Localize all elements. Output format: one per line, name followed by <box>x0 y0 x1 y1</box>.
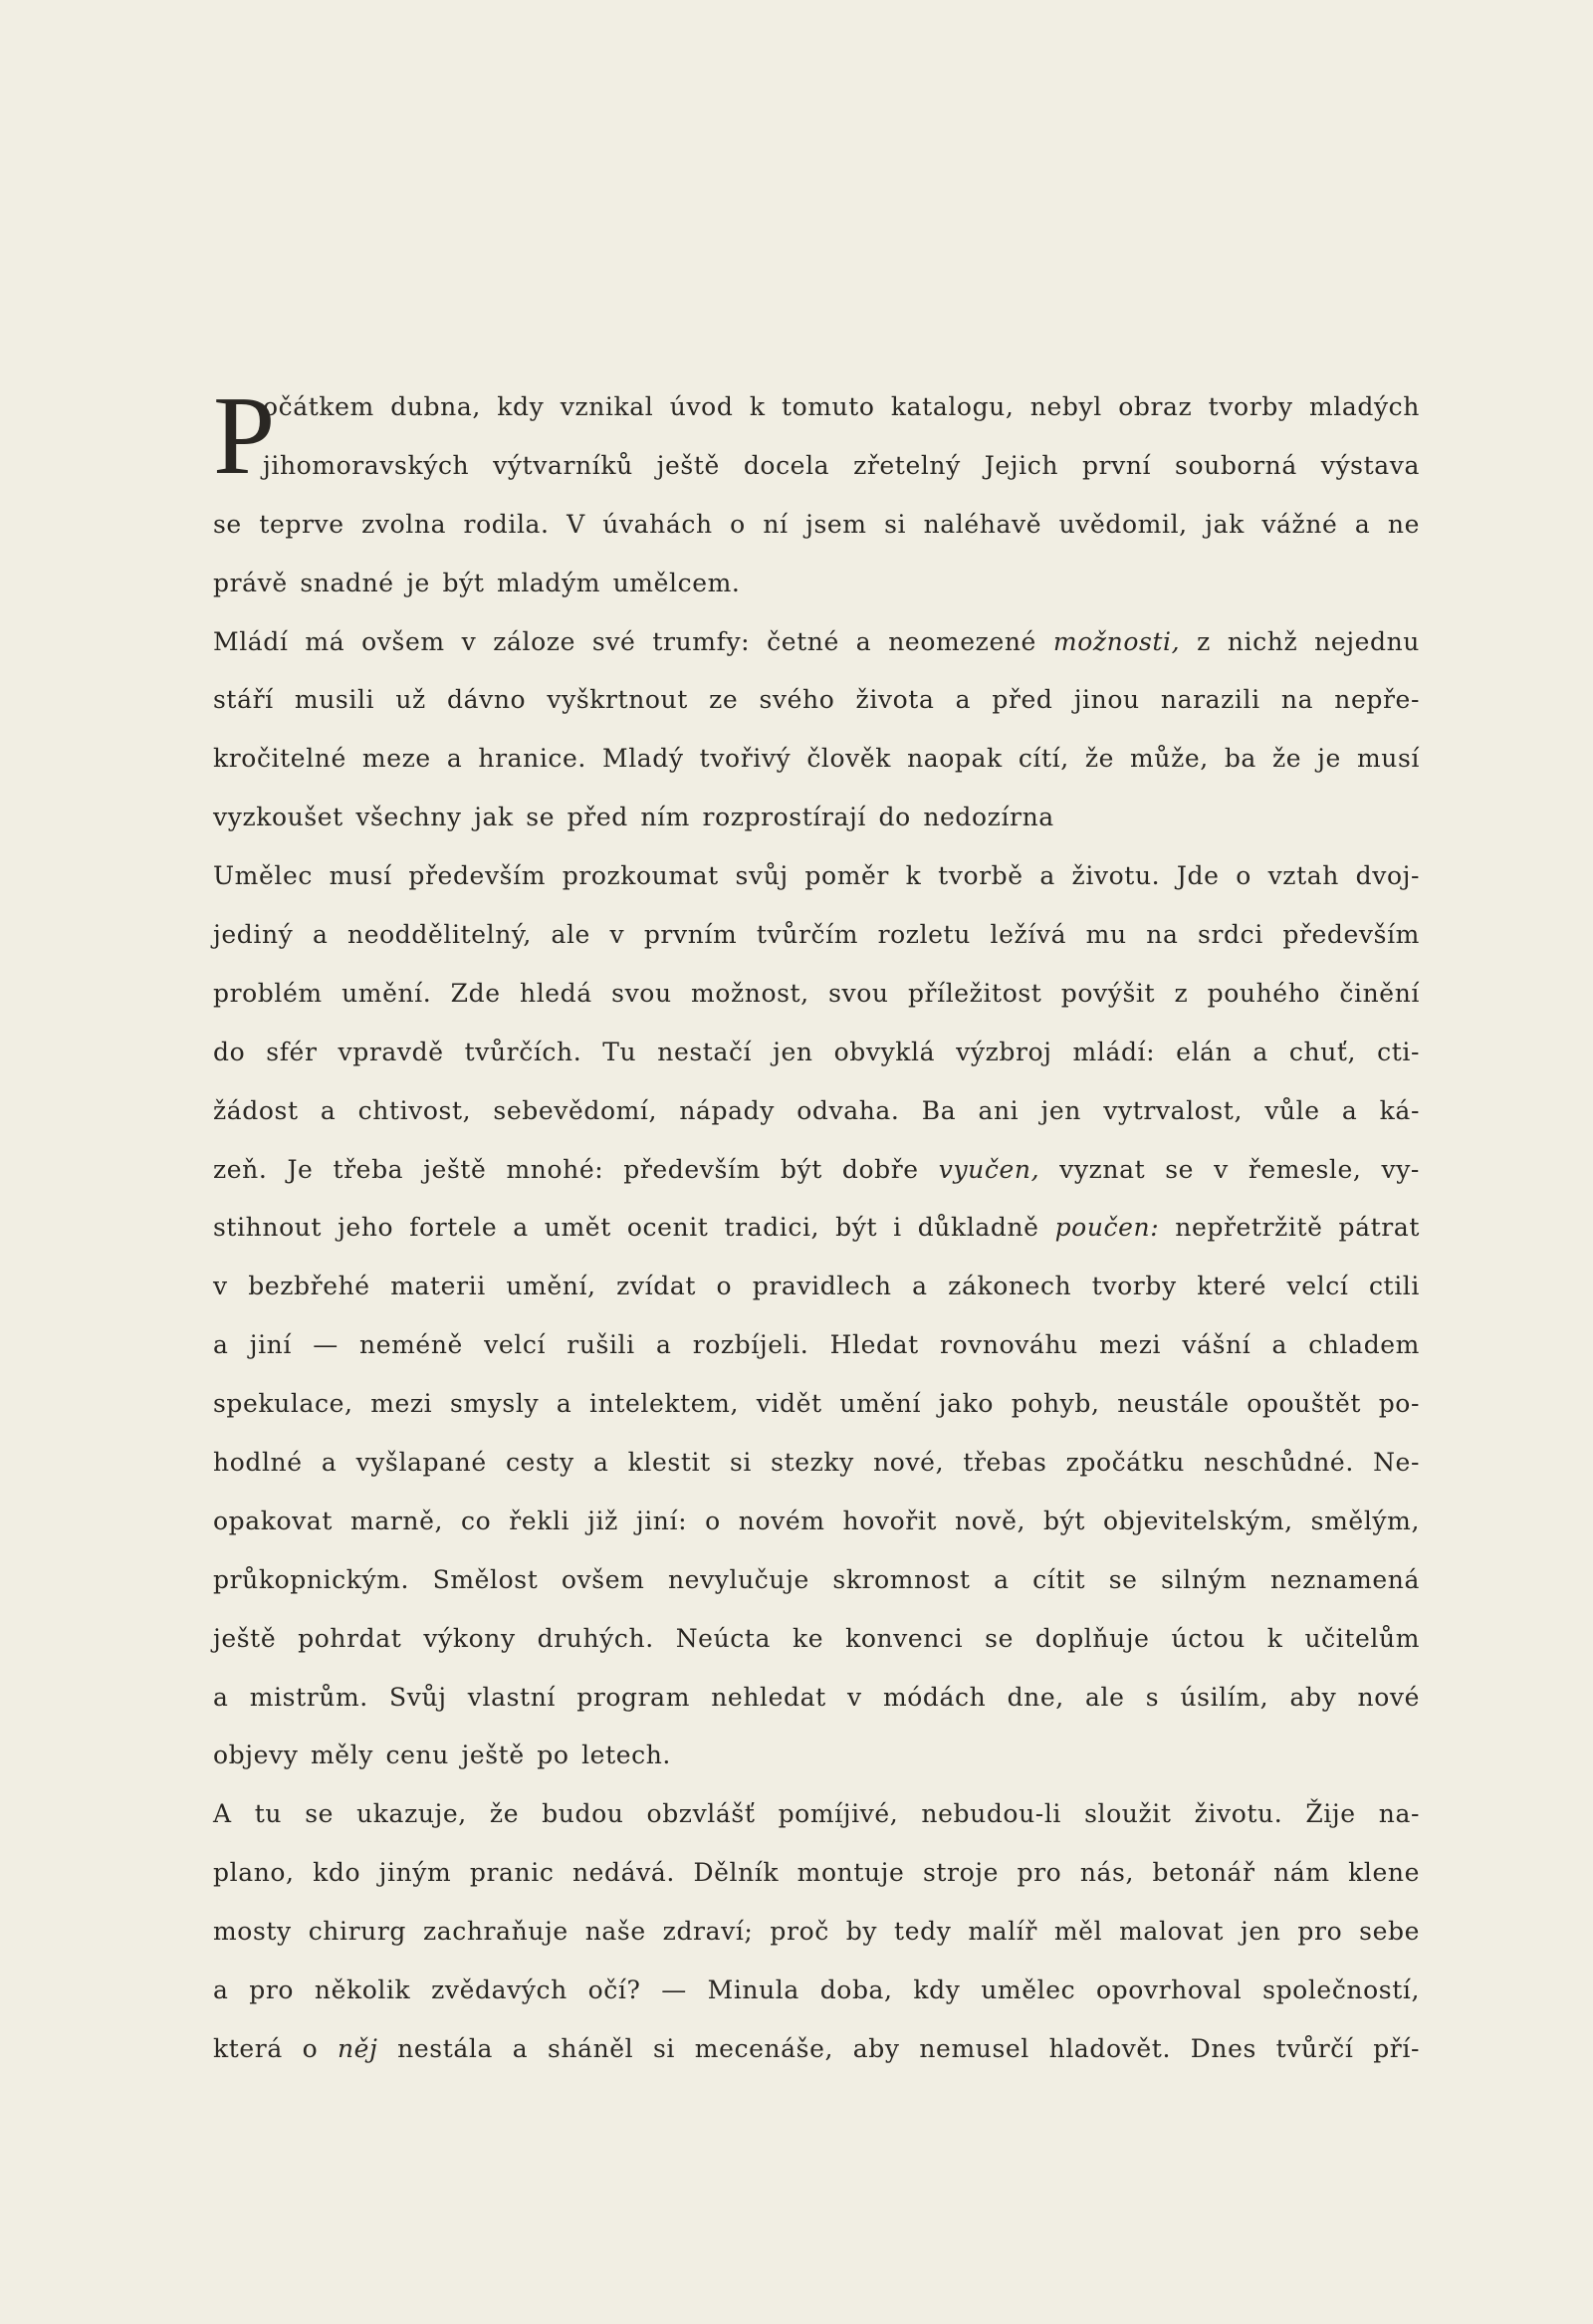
text-segment: vyznat se v řemesle, vy- <box>1039 1154 1420 1184</box>
text-line: a mistrům. Svůj vlastní program nehledat v módách dne, ale s úsilím, aby nové <box>213 1682 1420 1712</box>
text-segment: nepřetržitě pátrat <box>1159 1213 1420 1243</box>
text-line: spekulace, mezi smysly a intelektem, vidět umění jako pohyb, neustále opouštět po- <box>213 1389 1420 1419</box>
italic-term: vyučen, <box>938 1154 1040 1184</box>
text-line: mosty chirurg zachraňuje naše zdraví; proč by tedy malíř měl malovat jen pro sebe <box>213 1917 1420 1947</box>
text-segment: nestála a sháněl si mecenáše, aby nemusel hladovět. Dnes tvůrčí pří- <box>377 2033 1420 2063</box>
text-line: do sfér vpravdě tvůrčích. Tu nestačí jen obvyklá výzbroj mládí: elán a chuť, cti- <box>213 1037 1420 1066</box>
text-line: právě snadné je být mladým umělcem. <box>213 568 741 597</box>
text-line <box>213 613 1420 672</box>
text-lines <box>213 374 1420 2079</box>
text-segment: Mládí má ovšem v záloze své trumfy: četné a neomezené <box>213 626 1053 656</box>
text-line: problém umění. Zde hledá svou možnost, svou příležitost povýšit z pouhého činění <box>213 978 1420 1008</box>
text-line: stáří musili už dávno vyškrtnout ze svého života a před jinou narazili na nepře- <box>213 685 1420 715</box>
text-line: jihomoravských výtvarníků ještě docela zřetelný Jejich první souborná výstava <box>263 450 1420 480</box>
text-line: A tu se ukazuje, že budou obzvlášť pomíjivé, nebudou-li sloužit životu. Žije na- <box>213 1799 1420 1829</box>
text-segment: stihnout jeho fortele a umět ocenit tradici, být i důkladně <box>213 1213 1055 1243</box>
text-line: vyzkoušet všechny jak se před ním rozprostírají do nedozírna <box>213 803 1054 832</box>
text-line: kročitelné meze a hranice. Mladý tvořivý člověk naopak cítí, že může, ba že je musí <box>213 744 1420 774</box>
text-line: objevy měly cenu ještě po letech. <box>213 1741 671 1770</box>
drop-cap: P <box>213 374 276 498</box>
text-line: jediný a neoddělitelný, ale v prvním tvůrčím rozletu ležívá mu na srdci především <box>213 920 1420 950</box>
text-line: v bezbřehé materii umění, zvídat o pravidlech a zákonech tvorby které velcí ctili <box>213 1272 1420 1301</box>
text-line: se teprve zvolna rodila. V úvahách o ní jsem si naléhavě uvědomil, jak vážné a ne <box>213 509 1420 539</box>
text-line: a jiní — neméně velcí rušili a rozbíjeli. Hledat rovnováhu mezi vášní a chladem <box>213 1330 1420 1360</box>
body-text <box>213 374 1420 2079</box>
text-line: očátkem dubna, kdy vznikal úvod k tomuto katalogu, nebyl obraz tvorby mladých <box>263 392 1420 421</box>
text-line: hodlné a vyšlapané cesty a klestit si stezky nové, třebas zpočátku neschůdné. Ne- <box>213 1448 1420 1478</box>
text-line: žádost a chtivost, sebevědomí, nápady odvaha. Ba ani jen vytrvalost, vůle a ká- <box>213 1095 1420 1125</box>
italic-term: poučen: <box>1054 1213 1160 1243</box>
text-segment: která o <box>213 2033 338 2063</box>
text-line: opakovat marně, co řekli již jiní: o novém hovořit nově, být objevitelským, smělým, <box>213 1506 1420 1535</box>
text-line <box>213 1141 1420 1200</box>
text-line: průkopnickým. Smělost ovšem nevylučuje skromnost a cítit se silným neznamená <box>213 1564 1420 1594</box>
text-line <box>213 2020 1420 2079</box>
text-line: plano, kdo jiným pranic nedává. Dělník montuje stroje pro nás, betonář nám klene <box>213 1858 1420 1888</box>
text-line: Umělec musí především prozkoumat svůj poměr k tvorbě a životu. Jde o vztah dvoj- <box>213 861 1420 891</box>
italic-term: něj <box>337 2033 378 2063</box>
text-segment: zeň. Je třeba ještě mnohé: především být dobře <box>213 1154 939 1184</box>
text-line: a pro několik zvědavých očí? — Minula doba, kdy umělec opovrhoval společností, <box>213 1975 1420 2005</box>
text-line: ještě pohrdat výkony druhých. Neúcta ke konvenci se doplňuje úctou k učitelům <box>213 1623 1420 1653</box>
italic-term: možnosti, <box>1052 626 1181 656</box>
text-line <box>213 1199 1420 1258</box>
text-segment: z nichž nejednu <box>1180 626 1420 656</box>
